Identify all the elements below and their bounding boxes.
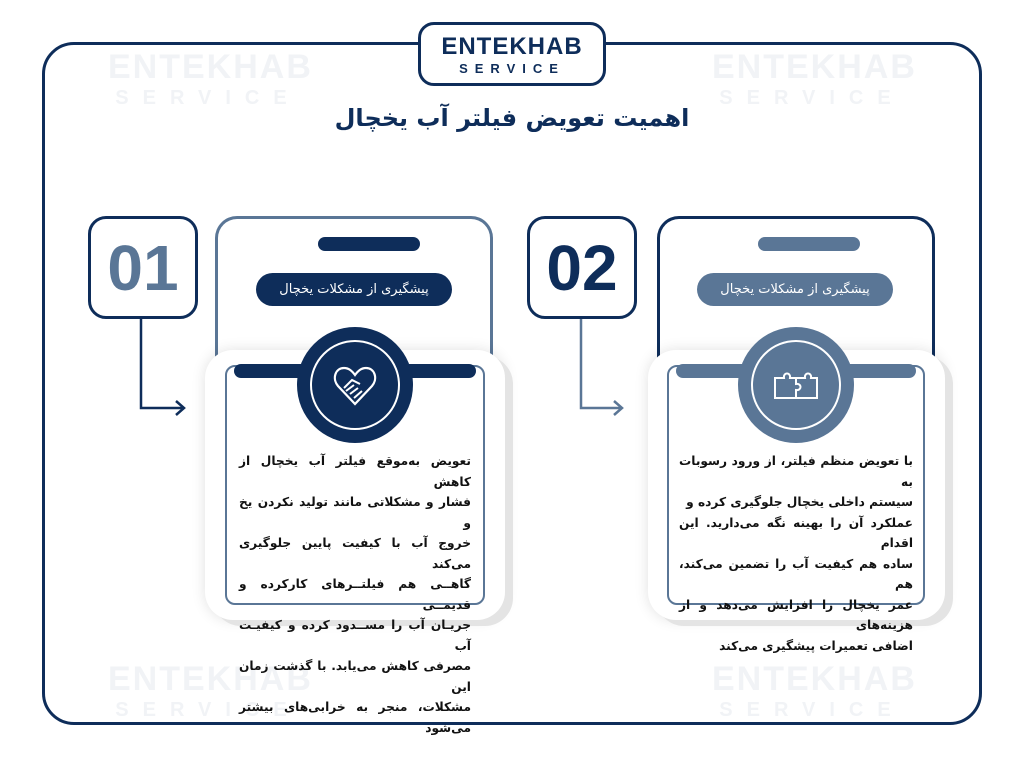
arrow-connector-2	[568, 318, 638, 418]
logo-text: ENTEKHAB	[441, 33, 583, 60]
body-line: مصرفی کاهش می‌یابد. با گذشت زمان این	[239, 659, 471, 694]
body-line: خروج آب با کیفیت پایین جلوگیری می‌کند	[239, 536, 471, 571]
body-line: گاهــی هم فیلتــرهای کارکرده و قدیمــی	[239, 577, 471, 612]
body-line: جریـان آب را مســدود کرده و کیفیـت آب	[239, 618, 471, 653]
body-line: فشار و مشکلاتی مانند تولید نکردن یخ و	[239, 495, 471, 530]
body-line: سیستم داخلی یخچال جلوگیری کرده و	[686, 495, 913, 509]
watermark-text: SERVICE	[719, 699, 905, 721]
step-number-1: 01	[88, 216, 198, 319]
arrow-connector-1	[130, 318, 200, 418]
watermark	[108, 48, 313, 110]
watermark-text: ENTEKHAB	[712, 660, 917, 698]
icon-circle-2	[738, 327, 854, 443]
watermark-text: ENTEKHAB	[108, 48, 313, 86]
body-line: با تعویض منظم فیلتر، از ورود رسوبات به	[679, 454, 913, 489]
watermark-text: SERVICE	[115, 699, 301, 721]
body-line: تعویض به‌موقع فیلتر آب یخچال از کاهش	[239, 454, 471, 489]
card-label-1: پیشگیری از مشکلات یخچال	[256, 273, 452, 306]
watermark	[712, 48, 917, 110]
step-number-2: 02	[527, 216, 637, 319]
body-line: اضافی تعمیرات پیشگیری می‌کند	[719, 638, 913, 653]
watermark-text: ENTEKHAB	[108, 660, 313, 698]
card-top-bar	[318, 237, 420, 251]
body-line: عمر یخچال را افزایش می‌دهد و از هزینه‌های	[679, 597, 913, 632]
watermark-text: ENTEKHAB	[712, 48, 917, 86]
icon-circle-1	[297, 327, 413, 443]
watermark	[712, 660, 917, 722]
puzzle-icon	[772, 368, 820, 402]
logo-subtext: SERVICE	[459, 61, 565, 76]
watermark-text: SERVICE	[719, 87, 905, 109]
handshake-heart-icon	[332, 364, 378, 406]
body-line: ساده هم کیفیت آب را تضمین می‌کند، هم	[679, 556, 913, 591]
page-title: اهمیت تعویض فیلتر آب یخچال	[334, 104, 690, 132]
body-line: عملکرد آن را بهینه نگه می‌دارید. این اقدام	[679, 515, 913, 550]
card-top-bar	[758, 237, 860, 251]
card-label-2: پیشگیری از مشکلات یخچال	[697, 273, 893, 306]
brand-logo	[418, 22, 606, 86]
body-line: مشکلات، منجر به خرابی‌های بیشتر می‌شود	[239, 700, 471, 735]
watermark-text: SERVICE	[115, 87, 301, 109]
